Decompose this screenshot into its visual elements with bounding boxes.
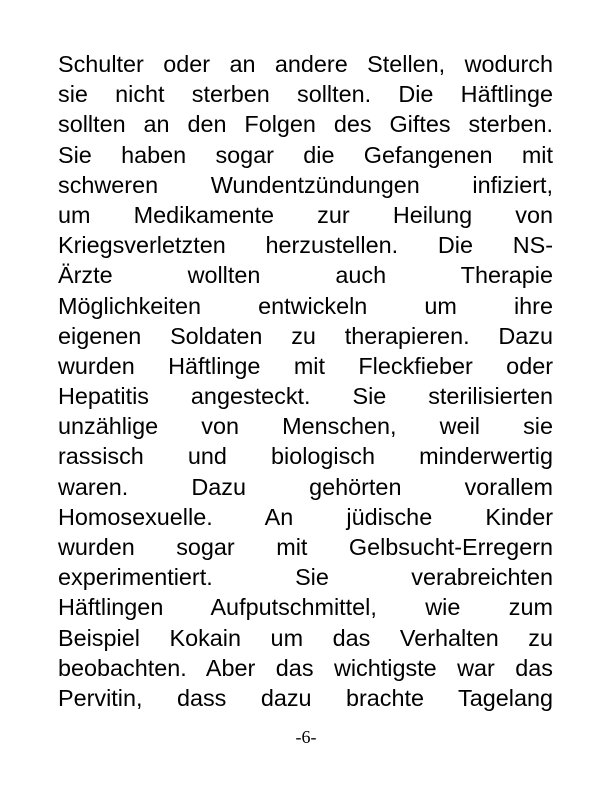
body-paragraph — [58, 49, 553, 713]
text-line-18: experimentiert. Sie verabreichten — [58, 564, 553, 591]
text-line-3: sollten an den Folgen des Giftes sterben. — [58, 111, 553, 138]
text-line-10: eigenen Soldaten zu therapieren. Dazu — [58, 322, 553, 349]
text-line-9: Möglichkeiten entwickeln um ihre — [58, 292, 553, 319]
text-line-14: rassisch und biologisch minderwertig — [58, 443, 553, 470]
text-line-22: Pervitin, dass dazu brachte Tagelang — [58, 684, 553, 711]
text-line-21: beobachten. Aber das wichtigste war das — [58, 654, 553, 681]
text-line-7: Kriegsverletzten herzustellen. Die NS- — [58, 232, 553, 259]
text-line-4: Sie haben sogar die Gefangenen mit — [58, 141, 553, 168]
text-line-1: Schulter oder an andere Stellen, wodurch — [58, 51, 553, 77]
text-line-8: Ärzte wollten auch Therapie — [58, 262, 553, 289]
text-line-11: wurden Häftlinge mit Fleckfieber oder — [58, 352, 553, 379]
text-line-15: waren. Dazu gehörten vorallem — [58, 473, 553, 500]
text-line-16: Homosexuelle. An jüdische Kinder — [58, 503, 553, 530]
text-line-13: unzählige von Menschen, weil sie — [58, 413, 553, 440]
text-line-20: Beispiel Kokain um das Verhalten zu — [58, 624, 553, 651]
text-line-6: um Medikamente zur Heilung von — [58, 201, 553, 228]
text-line-19: Häftlingen Aufputschmittel, wie zum — [58, 594, 553, 621]
text-line-5: schweren Wundentzündungen infiziert, — [58, 171, 553, 198]
page-number: -6- — [295, 727, 317, 747]
text-line-12: Hepatitis angesteckt. Sie sterilisierten — [58, 383, 553, 410]
text-line-17: wurden sogar mit Gelbsucht-Erregern — [58, 534, 553, 560]
text-line-2: sie nicht sterben sollten. Die Häftlinge — [58, 81, 553, 108]
